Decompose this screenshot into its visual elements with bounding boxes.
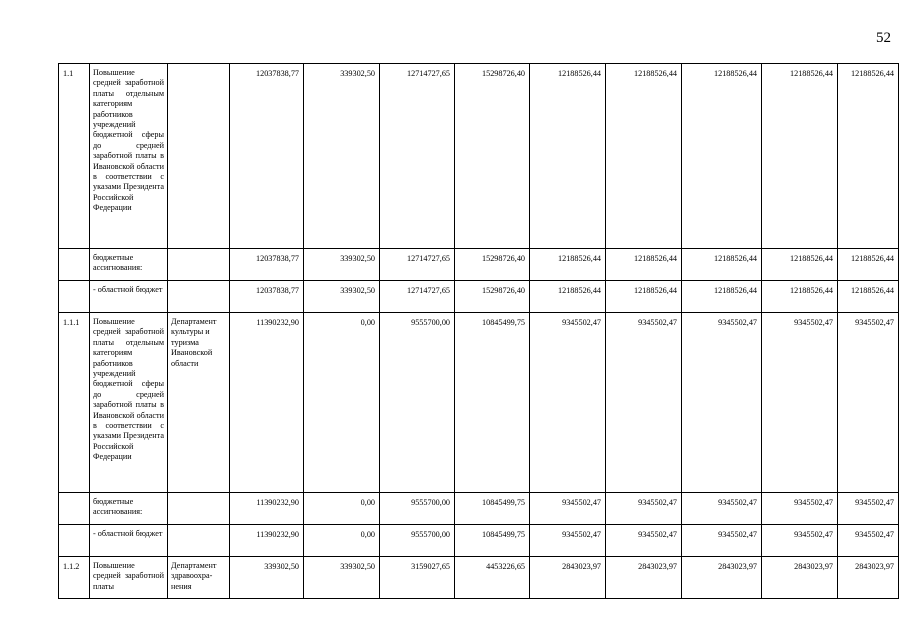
row-executor xyxy=(168,281,230,313)
row-value-cell: 2843023,97 xyxy=(606,557,682,599)
row-value-cell: 0,00 xyxy=(304,313,380,493)
row-value-cell: 12188526,44 xyxy=(838,281,899,313)
row-value-cell: 339302,50 xyxy=(304,64,380,249)
row-value-cell: 9345502,47 xyxy=(606,493,682,525)
row-code xyxy=(59,493,90,525)
row-value-cell: 12188526,44 xyxy=(682,281,762,313)
row-description: Повышение средней заработной платы xyxy=(90,557,168,599)
row-value-cell: 9345502,47 xyxy=(682,313,762,493)
row-value-cell: 12714727,65 xyxy=(380,64,455,249)
row-value-cell: 9345502,47 xyxy=(838,525,899,557)
row-value-cell: 9345502,47 xyxy=(838,493,899,525)
row-value-cell: 339302,50 xyxy=(304,249,380,281)
table-row xyxy=(59,281,899,313)
row-value-cell: 2843023,97 xyxy=(838,557,899,599)
row-description: - областной бюджет xyxy=(90,525,168,557)
row-value-cell: 12188526,44 xyxy=(682,64,762,249)
row-executor xyxy=(168,249,230,281)
row-code: 1.1.1 xyxy=(59,313,90,493)
row-description: Повышение средней заработной платы отдельным категориям работников учреждений бюджетной сферы до средней заработной платы в Ивановской области в соответствии с указами Президента Российской Федерации xyxy=(90,313,168,493)
row-value-cell: 12188526,44 xyxy=(762,281,838,313)
row-executor xyxy=(168,64,230,249)
row-value-cell: 9555700,00 xyxy=(380,493,455,525)
row-value-cell: 9345502,47 xyxy=(530,493,606,525)
row-value-cell: 9345502,47 xyxy=(606,313,682,493)
row-value-cell: 11390232,90 xyxy=(230,493,304,525)
row-value-cell: 0,00 xyxy=(304,525,380,557)
row-value-cell: 12188526,44 xyxy=(606,281,682,313)
row-value-cell: 339302,50 xyxy=(304,281,380,313)
row-description: Повышение средней заработной платы отдельным категориям работников учреждений бюджетной сферы до средней заработной платы в Ивановской области в соответствии с указами Президента Российской Федерации xyxy=(90,64,168,249)
row-value-cell: 9345502,47 xyxy=(682,493,762,525)
row-value-cell: 12037838,77 xyxy=(230,64,304,249)
row-description: бюджетные ассигнования: xyxy=(90,493,168,525)
row-value-cell: 12714727,65 xyxy=(380,281,455,313)
row-value-cell: 15298726,40 xyxy=(455,281,530,313)
row-value-cell: 11390232,90 xyxy=(230,525,304,557)
row-value-cell: 12188526,44 xyxy=(838,249,899,281)
row-value-cell: 12188526,44 xyxy=(682,249,762,281)
row-value-cell: 10845499,75 xyxy=(455,493,530,525)
row-value-cell: 12188526,44 xyxy=(762,249,838,281)
row-value-cell: 9345502,47 xyxy=(762,313,838,493)
row-value-cell: 9555700,00 xyxy=(380,313,455,493)
row-value-cell: 9345502,47 xyxy=(606,525,682,557)
row-value-cell: 10845499,75 xyxy=(455,313,530,493)
row-executor: Департамент культуры и туризма Ивановской области xyxy=(168,313,230,493)
row-description: - областной бюджет xyxy=(90,281,168,313)
row-executor xyxy=(168,525,230,557)
row-value-cell: 12188526,44 xyxy=(530,249,606,281)
row-value-cell: 12188526,44 xyxy=(762,64,838,249)
page-number: 52 xyxy=(876,30,891,46)
row-value-cell: 2843023,97 xyxy=(530,557,606,599)
row-value-cell: 12188526,44 xyxy=(606,64,682,249)
row-value-cell: 3159027,65 xyxy=(380,557,455,599)
row-code xyxy=(59,249,90,281)
row-code xyxy=(59,525,90,557)
row-value-cell: 9345502,47 xyxy=(838,313,899,493)
row-code xyxy=(59,281,90,313)
row-value-cell: 9345502,47 xyxy=(762,493,838,525)
row-value-cell: 10845499,75 xyxy=(455,525,530,557)
row-value-cell: 9345502,47 xyxy=(530,525,606,557)
row-executor xyxy=(168,493,230,525)
row-value-cell: 15298726,40 xyxy=(455,64,530,249)
row-value-cell: 339302,50 xyxy=(230,557,304,599)
table-row xyxy=(59,249,899,281)
row-description: бюджетные ассигнования: xyxy=(90,249,168,281)
table-row xyxy=(59,557,899,599)
row-value-cell: 9555700,00 xyxy=(380,525,455,557)
row-value-cell: 12188526,44 xyxy=(530,64,606,249)
table-row xyxy=(59,525,899,557)
row-code: 1.1 xyxy=(59,64,90,249)
table-row xyxy=(59,493,899,525)
row-value-cell: 12037838,77 xyxy=(230,281,304,313)
row-value-cell: 12188526,44 xyxy=(530,281,606,313)
row-value-cell: 12037838,77 xyxy=(230,249,304,281)
row-code: 1.1.2 xyxy=(59,557,90,599)
row-value-cell: 2843023,97 xyxy=(762,557,838,599)
row-value-cell: 2843023,97 xyxy=(682,557,762,599)
table-row xyxy=(59,313,899,493)
row-executor: Департамент здравоохра-нения xyxy=(168,557,230,599)
row-value-cell: 9345502,47 xyxy=(762,525,838,557)
row-value-cell: 12188526,44 xyxy=(606,249,682,281)
table-row xyxy=(59,64,899,249)
row-value-cell: 9345502,47 xyxy=(682,525,762,557)
row-value-cell: 12188526,44 xyxy=(838,64,899,249)
row-value-cell: 12714727,65 xyxy=(380,249,455,281)
budget-table xyxy=(58,63,899,599)
row-value-cell: 15298726,40 xyxy=(455,249,530,281)
row-value-cell: 0,00 xyxy=(304,493,380,525)
row-value-cell: 9345502,47 xyxy=(530,313,606,493)
row-value-cell: 4453226,65 xyxy=(455,557,530,599)
row-value-cell: 11390232,90 xyxy=(230,313,304,493)
row-value-cell: 339302,50 xyxy=(304,557,380,599)
